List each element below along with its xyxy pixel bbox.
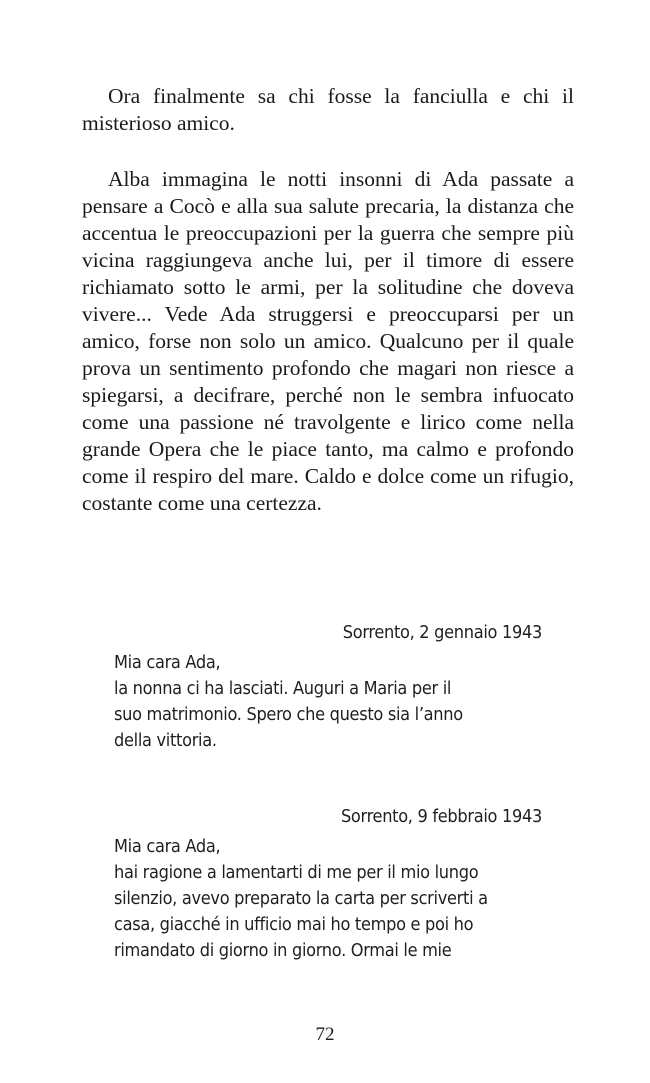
paragraph-1: Ora finalmente sa chi fosse la fanciulla e chi il misterioso amico. [82, 84, 574, 135]
letter-line: la nonna ci ha lasciati. Auguri a Maria per il [114, 678, 452, 699]
page-number: 72 [315, 1024, 335, 1045]
letter-line: hai ragione a lamentarti di me per il mio lungo [114, 862, 479, 883]
letter-salutation: Mia cara Ada, [114, 836, 221, 857]
letter-date: Sorrento, 9 febbraio 1943 [340, 806, 542, 827]
letter-line: suo matrimonio. Spero che questo sia l’anno [114, 704, 463, 725]
letter-line: rimandato di giorno in giorno. Ormai le mie [114, 940, 452, 961]
letter-line: della vittoria. [114, 730, 217, 751]
letter-line: silenzio, avevo preparato la carta per scriverti a [114, 888, 488, 909]
letter-line: casa, giacché in ufficio mai ho tempo e poi ho [114, 914, 474, 935]
paragraph-2: Alba immagina le notti insonni di Ada passate a pensare a Cocò e alla sua salute precaria, la distanza che accentua le preoccupazioni per la guerra che sempre più vicina raggiungeva anche lui, per il timore di essere richiamato sotto le armi, per la solitudine che doveva vivere... Vede Ada struggersi e preoccuparsi per un amico, forse non solo un amico. Qualcuno per il quale prova un sentimento profondo che magari non riesce a spiegarsi, a decifrare, perché non le sembra infuocato come una passione né travolgente e lirico come nella grande Opera che le piace tanto, ma calmo e profondo come il respiro del mare. Caldo e dolce come un rifugio, costante come una certezza. [82, 167, 574, 515]
letter-1 [114, 620, 544, 754]
letter-2 [114, 804, 544, 964]
letter-salutation: Mia cara Ada, [114, 652, 221, 673]
letter-date: Sorrento, 2 gennaio 1943 [342, 622, 542, 643]
